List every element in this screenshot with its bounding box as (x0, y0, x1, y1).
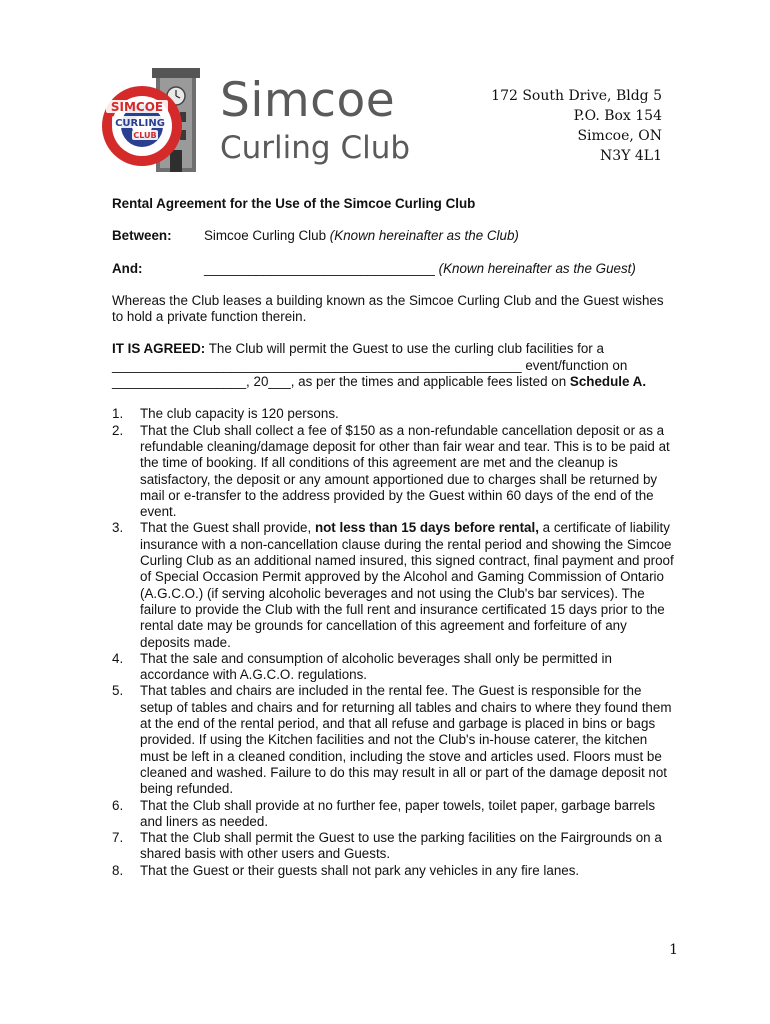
page-number: 1 (669, 942, 678, 958)
whereas-paragraph: Whereas the Club leases a building known as the Simcoe Curling Club and the Guest wishes to hold a private function therein. (112, 292, 664, 325)
terms-list (112, 406, 676, 879)
agreed-paragraph (112, 341, 676, 390)
party-between (112, 228, 676, 244)
address-line: 172 South Drive, Bldg 5 (491, 88, 662, 104)
club-name-line2: Curling Club (220, 130, 411, 166)
and-note: (Known hereinafter as the Guest) (438, 260, 636, 276)
between-label: Between: (112, 228, 172, 244)
between-note: (Known hereinafter as the Club) (329, 228, 519, 244)
list-item: 3. That the Guest shall provide, not less than 15 days before rental, a certificate of liability insurance with a non-cancellation clause during the rental period and showing the Simcoe Curling Club as an additional named insured, this signed contract, final payment and proof of Special Occasion Permit approved by the Alcohol and Gaming Commission of Ontario (A.G.C.O.) (if serving alcoholic beverages and not using the Club's bar services). The failure to provide the Club with the full rent and insurance certificated 15 days prior to the rental date may be grounds for cancellation of this agreement and forfeiture of any deposits made. (112, 520, 674, 650)
list-item: 1. The club capacity is 120 persons. (112, 406, 339, 422)
party-and (112, 261, 676, 277)
list-item: 4. That the sale and consumption of alcoholic beverages shall only be permitted in accordance with A.G.C.O. regulations. (112, 650, 612, 683)
curling-house-graphic (102, 86, 182, 166)
address-line: P.O. Box 154 (573, 108, 662, 124)
deadline-emphasis: not less than 15 days before rental, (314, 520, 539, 536)
document-title: Rental Agreement for the Use of the Simcoe Curling Club (112, 196, 476, 211)
club-address (491, 86, 662, 166)
address-line: N3Y 4L1 (600, 148, 662, 164)
agreement-body (112, 196, 676, 879)
logo-text-bottom: CLUB (133, 131, 157, 140)
address-line: Simcoe, ON (577, 128, 662, 144)
club-logo (98, 66, 210, 176)
between-value: Simcoe Curling Club (204, 228, 327, 244)
logo-text-top: SIMCOE (110, 100, 164, 114)
logo-text-middle: CURLING (115, 118, 165, 129)
club-name-line1: Simcoe (220, 73, 396, 128)
guest-name-blank[interactable]: _______________________________ (204, 260, 435, 276)
list-item: 8. That the Guest or their guests shall not park any vehicles in any fire lanes. (112, 862, 580, 878)
and-label: And: (112, 260, 143, 276)
list-item: 7. That the Club shall permit the Guest to use the parking facilities on the Fairgrounds on a shared basis with other users and Guests. (112, 830, 662, 862)
list-item: 2. That the Club shall collect a fee of $150 as a non-refundable cancellation deposit or as a refundable cleaning/damage deposit for other than fair wear and tear. This is to be paid at the time of booking. If all conditions of this agreement are met and the cleanup is satisfactory, the deposit or any amount apportioned due to charges shall be returned by mail or e-transfer to the address provided by the Guest within 60 days of the end of the event. (112, 422, 670, 520)
agreed-text: The Club will permit the Guest to use the curling club facilities for a _______________________________________________________ event/function on __________________, 20___, as per the times and applicable fees listed on (112, 341, 628, 390)
club-name (220, 74, 410, 168)
list-item: 6. That the Club shall provide at no further fee, paper towels, toilet paper, garbage barrels and liners as needed. (112, 797, 656, 829)
agreed-label: IT IS AGREED: (112, 341, 206, 357)
list-item: 5. That tables and chairs are included in the rental fee. The Guest is responsible for the setup of tables and chairs and for returning all tables and chairs to where they found them at the end of the rental period, and that all refuse and garbage is placed in bins or bags provided. If using the Kitchen facilities and not the Club's in-house caterer, the kitchen must be left in a cleaned condition, including the stove and articles used. Floors must be cleaned and washed. Failure to do this may result in all or part of the damage deposit not being refunded. (112, 683, 672, 797)
schedule-reference: Schedule A. (569, 374, 647, 390)
